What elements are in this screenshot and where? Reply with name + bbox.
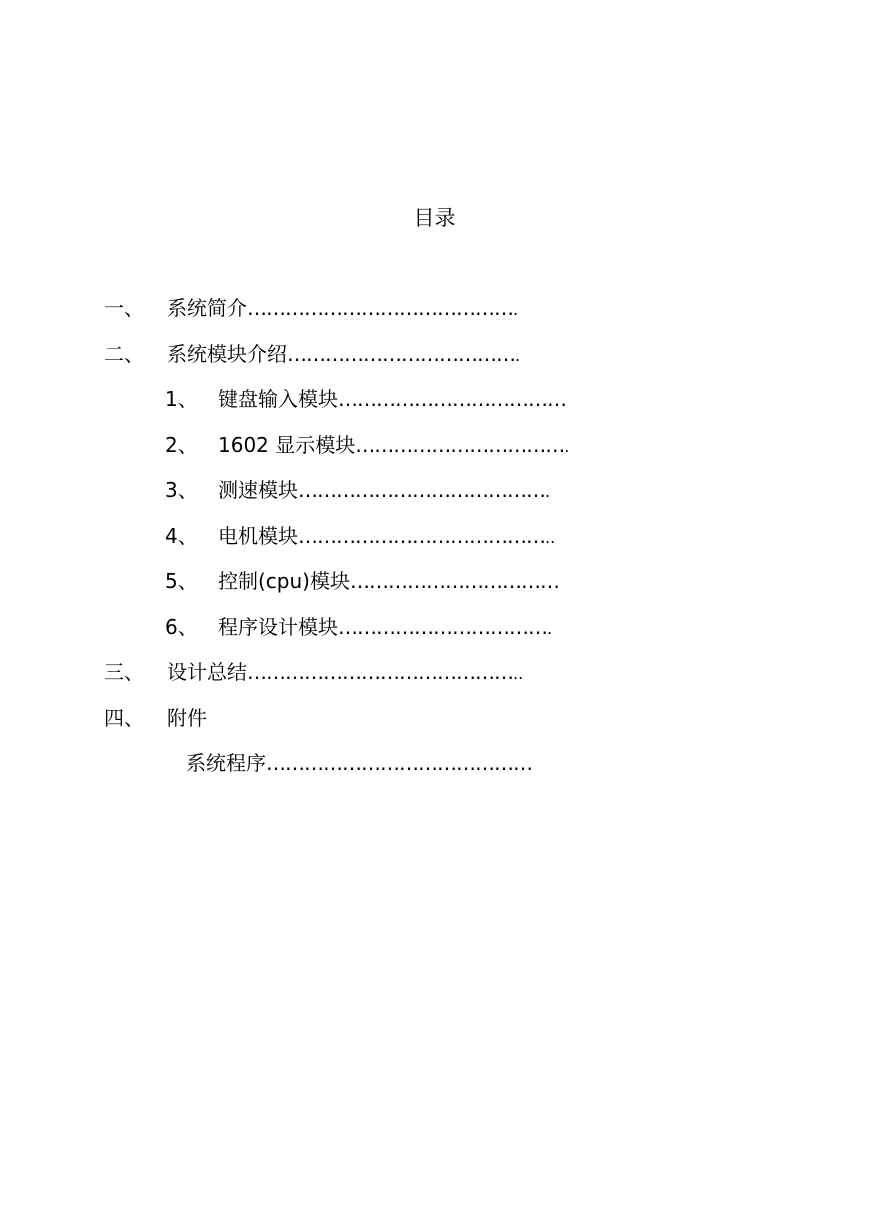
toc-leader: …………………………………… [247, 660, 513, 684]
toc-label: 键盘输入模块 [218, 387, 338, 411]
toc-label: 设计总结 [167, 660, 247, 684]
toc-label: 电机模块 [218, 524, 298, 548]
toc-tail: . [545, 482, 551, 501]
toc-leader: …………………………………… [247, 296, 513, 320]
toc-number: 5、 [165, 569, 198, 593]
toc-number: 1、 [165, 387, 198, 411]
toc-label: 1602 显示模块 [218, 433, 356, 457]
toc-tail: . [515, 346, 521, 365]
toc-leader: …………………………… [338, 615, 547, 639]
toc-number: 一、 [104, 296, 144, 320]
toc-label: 测速模块 [218, 478, 298, 502]
toc-label: 程序设计模块 [218, 615, 338, 639]
toc-tail: . [564, 437, 570, 456]
toc-label: 系统程序 [186, 751, 266, 775]
toc-label: 附件 [167, 706, 207, 730]
toc-number: 6、 [165, 615, 198, 639]
toc-number: 2、 [165, 433, 198, 457]
toc-number: 三、 [104, 660, 144, 684]
toc-number: 四、 [104, 706, 144, 730]
toc-number: 二、 [104, 342, 144, 366]
toc-label: 控制(cpu)模块 [218, 569, 350, 593]
toc-leader: ……………………………… [287, 342, 515, 366]
toc-leader: ……………………………… [338, 387, 566, 411]
page-title: 目录 [413, 206, 456, 230]
toc-leader: …………………………… [355, 433, 565, 457]
toc-tail: . [547, 619, 553, 638]
toc-tail: .. [513, 664, 524, 683]
toc-leader: …………………………………… [266, 751, 532, 775]
toc-label: 系统简介 [167, 296, 247, 320]
toc-tail: . [513, 300, 519, 319]
toc-leader: ………………………………… [298, 478, 545, 502]
toc-leader: …………………………… [349, 569, 559, 593]
toc-number: 3、 [165, 478, 198, 502]
toc-label: 系统模块介绍 [167, 342, 287, 366]
toc-number: 4、 [165, 524, 198, 548]
toc-leader: ………………………………… [298, 524, 545, 548]
toc-tail: .. [545, 528, 556, 547]
